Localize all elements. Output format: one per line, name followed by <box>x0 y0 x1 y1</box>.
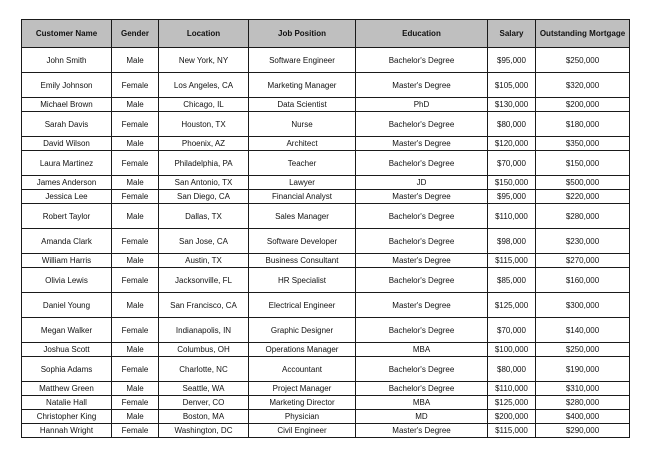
cell-location[interactable]: Columbus, OH <box>159 343 249 357</box>
cell-salary[interactable]: $110,000 <box>488 382 536 396</box>
cell-outstanding-mortgage[interactable]: $250,000 <box>536 343 630 357</box>
cell-gender[interactable]: Female <box>112 229 159 254</box>
cell-gender[interactable]: Female <box>112 357 159 382</box>
cell-salary[interactable]: $85,000 <box>488 268 536 293</box>
cell-salary[interactable]: $125,000 <box>488 293 536 318</box>
cell-customer-name[interactable]: Sophia Adams <box>22 357 112 382</box>
cell-gender[interactable]: Female <box>112 318 159 343</box>
cell-location[interactable]: Dallas, TX <box>159 204 249 229</box>
cell-customer-name[interactable]: Robert Taylor <box>22 204 112 229</box>
table-row <box>22 204 630 229</box>
cell-customer-name[interactable]: Amanda Clark <box>22 229 112 254</box>
cell-salary[interactable]: $70,000 <box>488 151 536 176</box>
cell-outstanding-mortgage[interactable]: $280,000 <box>536 204 630 229</box>
cell-education[interactable]: Bachelor's Degree <box>356 382 488 396</box>
cell-gender[interactable]: Female <box>112 268 159 293</box>
cell-salary[interactable]: $120,000 <box>488 137 536 151</box>
table-body <box>22 48 630 438</box>
cell-location[interactable]: Jacksonville, FL <box>159 268 249 293</box>
cell-location[interactable]: Houston, TX <box>159 112 249 137</box>
table-row <box>22 382 630 396</box>
cell-gender[interactable]: Male <box>112 410 159 424</box>
table-row <box>22 190 630 204</box>
cell-customer-name[interactable]: Laura Martinez <box>22 151 112 176</box>
cell-job-position[interactable]: Lawyer <box>249 176 356 190</box>
cell-job-position[interactable]: Operations Manager <box>249 343 356 357</box>
cell-salary[interactable]: $110,000 <box>488 204 536 229</box>
cell-outstanding-mortgage[interactable]: $290,000 <box>536 424 630 438</box>
cell-outstanding-mortgage[interactable]: $350,000 <box>536 137 630 151</box>
cell-customer-name[interactable]: Joshua Scott <box>22 343 112 357</box>
header-education[interactable]: Education <box>356 20 488 48</box>
cell-outstanding-mortgage[interactable]: $500,000 <box>536 176 630 190</box>
cell-location[interactable]: Philadelphia, PA <box>159 151 249 176</box>
cell-salary[interactable]: $115,000 <box>488 254 536 268</box>
table-row <box>22 293 630 318</box>
cell-job-position[interactable]: Accountant <box>249 357 356 382</box>
cell-education[interactable]: Bachelor's Degree <box>356 112 488 137</box>
cell-outstanding-mortgage[interactable]: $140,000 <box>536 318 630 343</box>
cell-outstanding-mortgage[interactable]: $310,000 <box>536 382 630 396</box>
cell-customer-name[interactable]: David Wilson <box>22 137 112 151</box>
cell-job-position[interactable]: Marketing Manager <box>249 73 356 98</box>
cell-salary[interactable]: $115,000 <box>488 424 536 438</box>
cell-location[interactable]: Phoenix, AZ <box>159 137 249 151</box>
cell-gender[interactable]: Female <box>112 73 159 98</box>
cell-salary[interactable]: $150,000 <box>488 176 536 190</box>
cell-job-position[interactable]: Business Consultant <box>249 254 356 268</box>
cell-customer-name[interactable]: Michael Brown <box>22 98 112 112</box>
cell-customer-name[interactable]: Christopher King <box>22 410 112 424</box>
header-customer-name[interactable]: Customer Name <box>22 20 112 48</box>
cell-gender[interactable]: Male <box>112 343 159 357</box>
cell-location[interactable]: San Jose, CA <box>159 229 249 254</box>
cell-location[interactable]: Chicago, IL <box>159 98 249 112</box>
cell-customer-name[interactable]: Jessica Lee <box>22 190 112 204</box>
table-row <box>22 98 630 112</box>
cell-job-position[interactable]: Project Manager <box>249 382 356 396</box>
cell-location[interactable]: New York, NY <box>159 48 249 73</box>
table-row <box>22 268 630 293</box>
cell-outstanding-mortgage[interactable]: $300,000 <box>536 293 630 318</box>
cell-job-position[interactable]: Sales Manager <box>249 204 356 229</box>
cell-customer-name[interactable]: Daniel Young <box>22 293 112 318</box>
table-row <box>22 176 630 190</box>
cell-location[interactable]: San Antonio, TX <box>159 176 249 190</box>
table-row <box>22 254 630 268</box>
table-row <box>22 112 630 137</box>
cell-job-position[interactable]: HR Specialist <box>249 268 356 293</box>
cell-job-position[interactable]: Marketing Director <box>249 396 356 410</box>
cell-location[interactable]: Boston, MA <box>159 410 249 424</box>
cell-location[interactable]: San Diego, CA <box>159 190 249 204</box>
cell-customer-name[interactable]: Megan Walker <box>22 318 112 343</box>
cell-job-position[interactable]: Software Developer <box>249 229 356 254</box>
cell-customer-name[interactable]: Emily Johnson <box>22 73 112 98</box>
cell-job-position[interactable]: Financial Analyst <box>249 190 356 204</box>
cell-location[interactable]: Seattle, WA <box>159 382 249 396</box>
cell-gender[interactable]: Female <box>112 112 159 137</box>
cell-job-position[interactable]: Civil Engineer <box>249 424 356 438</box>
cell-salary[interactable]: $70,000 <box>488 318 536 343</box>
cell-customer-name[interactable]: William Harris <box>22 254 112 268</box>
cell-education[interactable]: Bachelor's Degree <box>356 229 488 254</box>
cell-job-position[interactable]: Nurse <box>249 112 356 137</box>
table-row <box>22 48 630 73</box>
header-gender[interactable]: Gender <box>112 20 159 48</box>
cell-education[interactable]: Master's Degree <box>356 424 488 438</box>
cell-outstanding-mortgage[interactable]: $160,000 <box>536 268 630 293</box>
cell-outstanding-mortgage[interactable]: $400,000 <box>536 410 630 424</box>
cell-job-position[interactable]: Graphic Designer <box>249 318 356 343</box>
table-row <box>22 357 630 382</box>
cell-gender[interactable]: Female <box>112 396 159 410</box>
cell-gender[interactable]: Female <box>112 190 159 204</box>
cell-outstanding-mortgage[interactable]: $200,000 <box>536 98 630 112</box>
cell-outstanding-mortgage[interactable]: $220,000 <box>536 190 630 204</box>
cell-salary[interactable]: $95,000 <box>488 190 536 204</box>
cell-gender[interactable]: Male <box>112 204 159 229</box>
cell-location[interactable]: Austin, TX <box>159 254 249 268</box>
cell-salary[interactable]: $80,000 <box>488 357 536 382</box>
cell-education[interactable]: Master's Degree <box>356 137 488 151</box>
cell-outstanding-mortgage[interactable]: $180,000 <box>536 112 630 137</box>
table-row <box>22 343 630 357</box>
cell-job-position[interactable]: Teacher <box>249 151 356 176</box>
table-row <box>22 424 630 438</box>
cell-education[interactable]: Bachelor's Degree <box>356 318 488 343</box>
header-job-position[interactable]: Job Position <box>249 20 356 48</box>
cell-customer-name[interactable]: Matthew Green <box>22 382 112 396</box>
cell-education[interactable]: MD <box>356 410 488 424</box>
cell-salary[interactable]: $98,000 <box>488 229 536 254</box>
cell-outstanding-mortgage[interactable]: $270,000 <box>536 254 630 268</box>
cell-outstanding-mortgage[interactable]: $230,000 <box>536 229 630 254</box>
cell-location[interactable]: Charlotte, NC <box>159 357 249 382</box>
cell-salary[interactable]: $200,000 <box>488 410 536 424</box>
cell-gender[interactable]: Male <box>112 98 159 112</box>
cell-location[interactable]: Indianapolis, IN <box>159 318 249 343</box>
cell-salary[interactable]: $80,000 <box>488 112 536 137</box>
cell-outstanding-mortgage[interactable]: $280,000 <box>536 396 630 410</box>
cell-education[interactable]: PhD <box>356 98 488 112</box>
header-salary[interactable]: Salary <box>488 20 536 48</box>
cell-salary[interactable]: $95,000 <box>488 48 536 73</box>
cell-education[interactable]: Bachelor's Degree <box>356 48 488 73</box>
cell-salary[interactable]: $100,000 <box>488 343 536 357</box>
cell-gender[interactable]: Male <box>112 254 159 268</box>
cell-education[interactable]: Master's Degree <box>356 190 488 204</box>
cell-gender[interactable]: Male <box>112 293 159 318</box>
cell-customer-name[interactable]: John Smith <box>22 48 112 73</box>
cell-education[interactable]: MBA <box>356 396 488 410</box>
cell-outstanding-mortgage[interactable]: $190,000 <box>536 357 630 382</box>
table-row <box>22 396 630 410</box>
cell-gender[interactable]: Male <box>112 382 159 396</box>
cell-salary[interactable]: $130,000 <box>488 98 536 112</box>
table-row <box>22 318 630 343</box>
cell-outstanding-mortgage[interactable]: $320,000 <box>536 73 630 98</box>
table-row <box>22 73 630 98</box>
cell-location[interactable]: Denver, CO <box>159 396 249 410</box>
cell-outstanding-mortgage[interactable]: $250,000 <box>536 48 630 73</box>
header-row <box>22 20 630 48</box>
cell-education[interactable]: Master's Degree <box>356 73 488 98</box>
cell-job-position[interactable]: Software Engineer <box>249 48 356 73</box>
cell-gender[interactable]: Male <box>112 48 159 73</box>
cell-education[interactable]: Master's Degree <box>356 254 488 268</box>
cell-salary[interactable]: $105,000 <box>488 73 536 98</box>
spreadsheet <box>21 19 630 438</box>
header-outstanding-mortgage[interactable]: Outstanding Mortgage <box>536 20 630 48</box>
cell-job-position[interactable]: Architect <box>249 137 356 151</box>
table-row <box>22 151 630 176</box>
cell-customer-name[interactable]: Sarah Davis <box>22 112 112 137</box>
customer-table <box>21 19 630 438</box>
cell-education[interactable]: Bachelor's Degree <box>356 268 488 293</box>
cell-salary[interactable]: $125,000 <box>488 396 536 410</box>
table-row <box>22 410 630 424</box>
cell-education[interactable]: Master's Degree <box>356 293 488 318</box>
table-header <box>22 20 630 48</box>
cell-customer-name[interactable]: Natalie Hall <box>22 396 112 410</box>
cell-customer-name[interactable]: Hannah Wright <box>22 424 112 438</box>
cell-job-position[interactable]: Data Scientist <box>249 98 356 112</box>
cell-location[interactable]: San Francisco, CA <box>159 293 249 318</box>
cell-customer-name[interactable]: James Anderson <box>22 176 112 190</box>
cell-education[interactable]: Bachelor's Degree <box>356 204 488 229</box>
header-location[interactable]: Location <box>159 20 249 48</box>
table-row <box>22 137 630 151</box>
cell-customer-name[interactable]: Olivia Lewis <box>22 268 112 293</box>
cell-education[interactable]: JD <box>356 176 488 190</box>
cell-location[interactable]: Los Angeles, CA <box>159 73 249 98</box>
cell-education[interactable]: Bachelor's Degree <box>356 357 488 382</box>
cell-education[interactable]: Bachelor's Degree <box>356 151 488 176</box>
cell-gender[interactable]: Male <box>112 176 159 190</box>
cell-gender[interactable]: Female <box>112 151 159 176</box>
cell-outstanding-mortgage[interactable]: $150,000 <box>536 151 630 176</box>
cell-job-position[interactable]: Electrical Engineer <box>249 293 356 318</box>
cell-education[interactable]: MBA <box>356 343 488 357</box>
cell-gender[interactable]: Female <box>112 424 159 438</box>
cell-job-position[interactable]: Physician <box>249 410 356 424</box>
cell-location[interactable]: Washington, DC <box>159 424 249 438</box>
cell-gender[interactable]: Male <box>112 137 159 151</box>
table-row <box>22 229 630 254</box>
